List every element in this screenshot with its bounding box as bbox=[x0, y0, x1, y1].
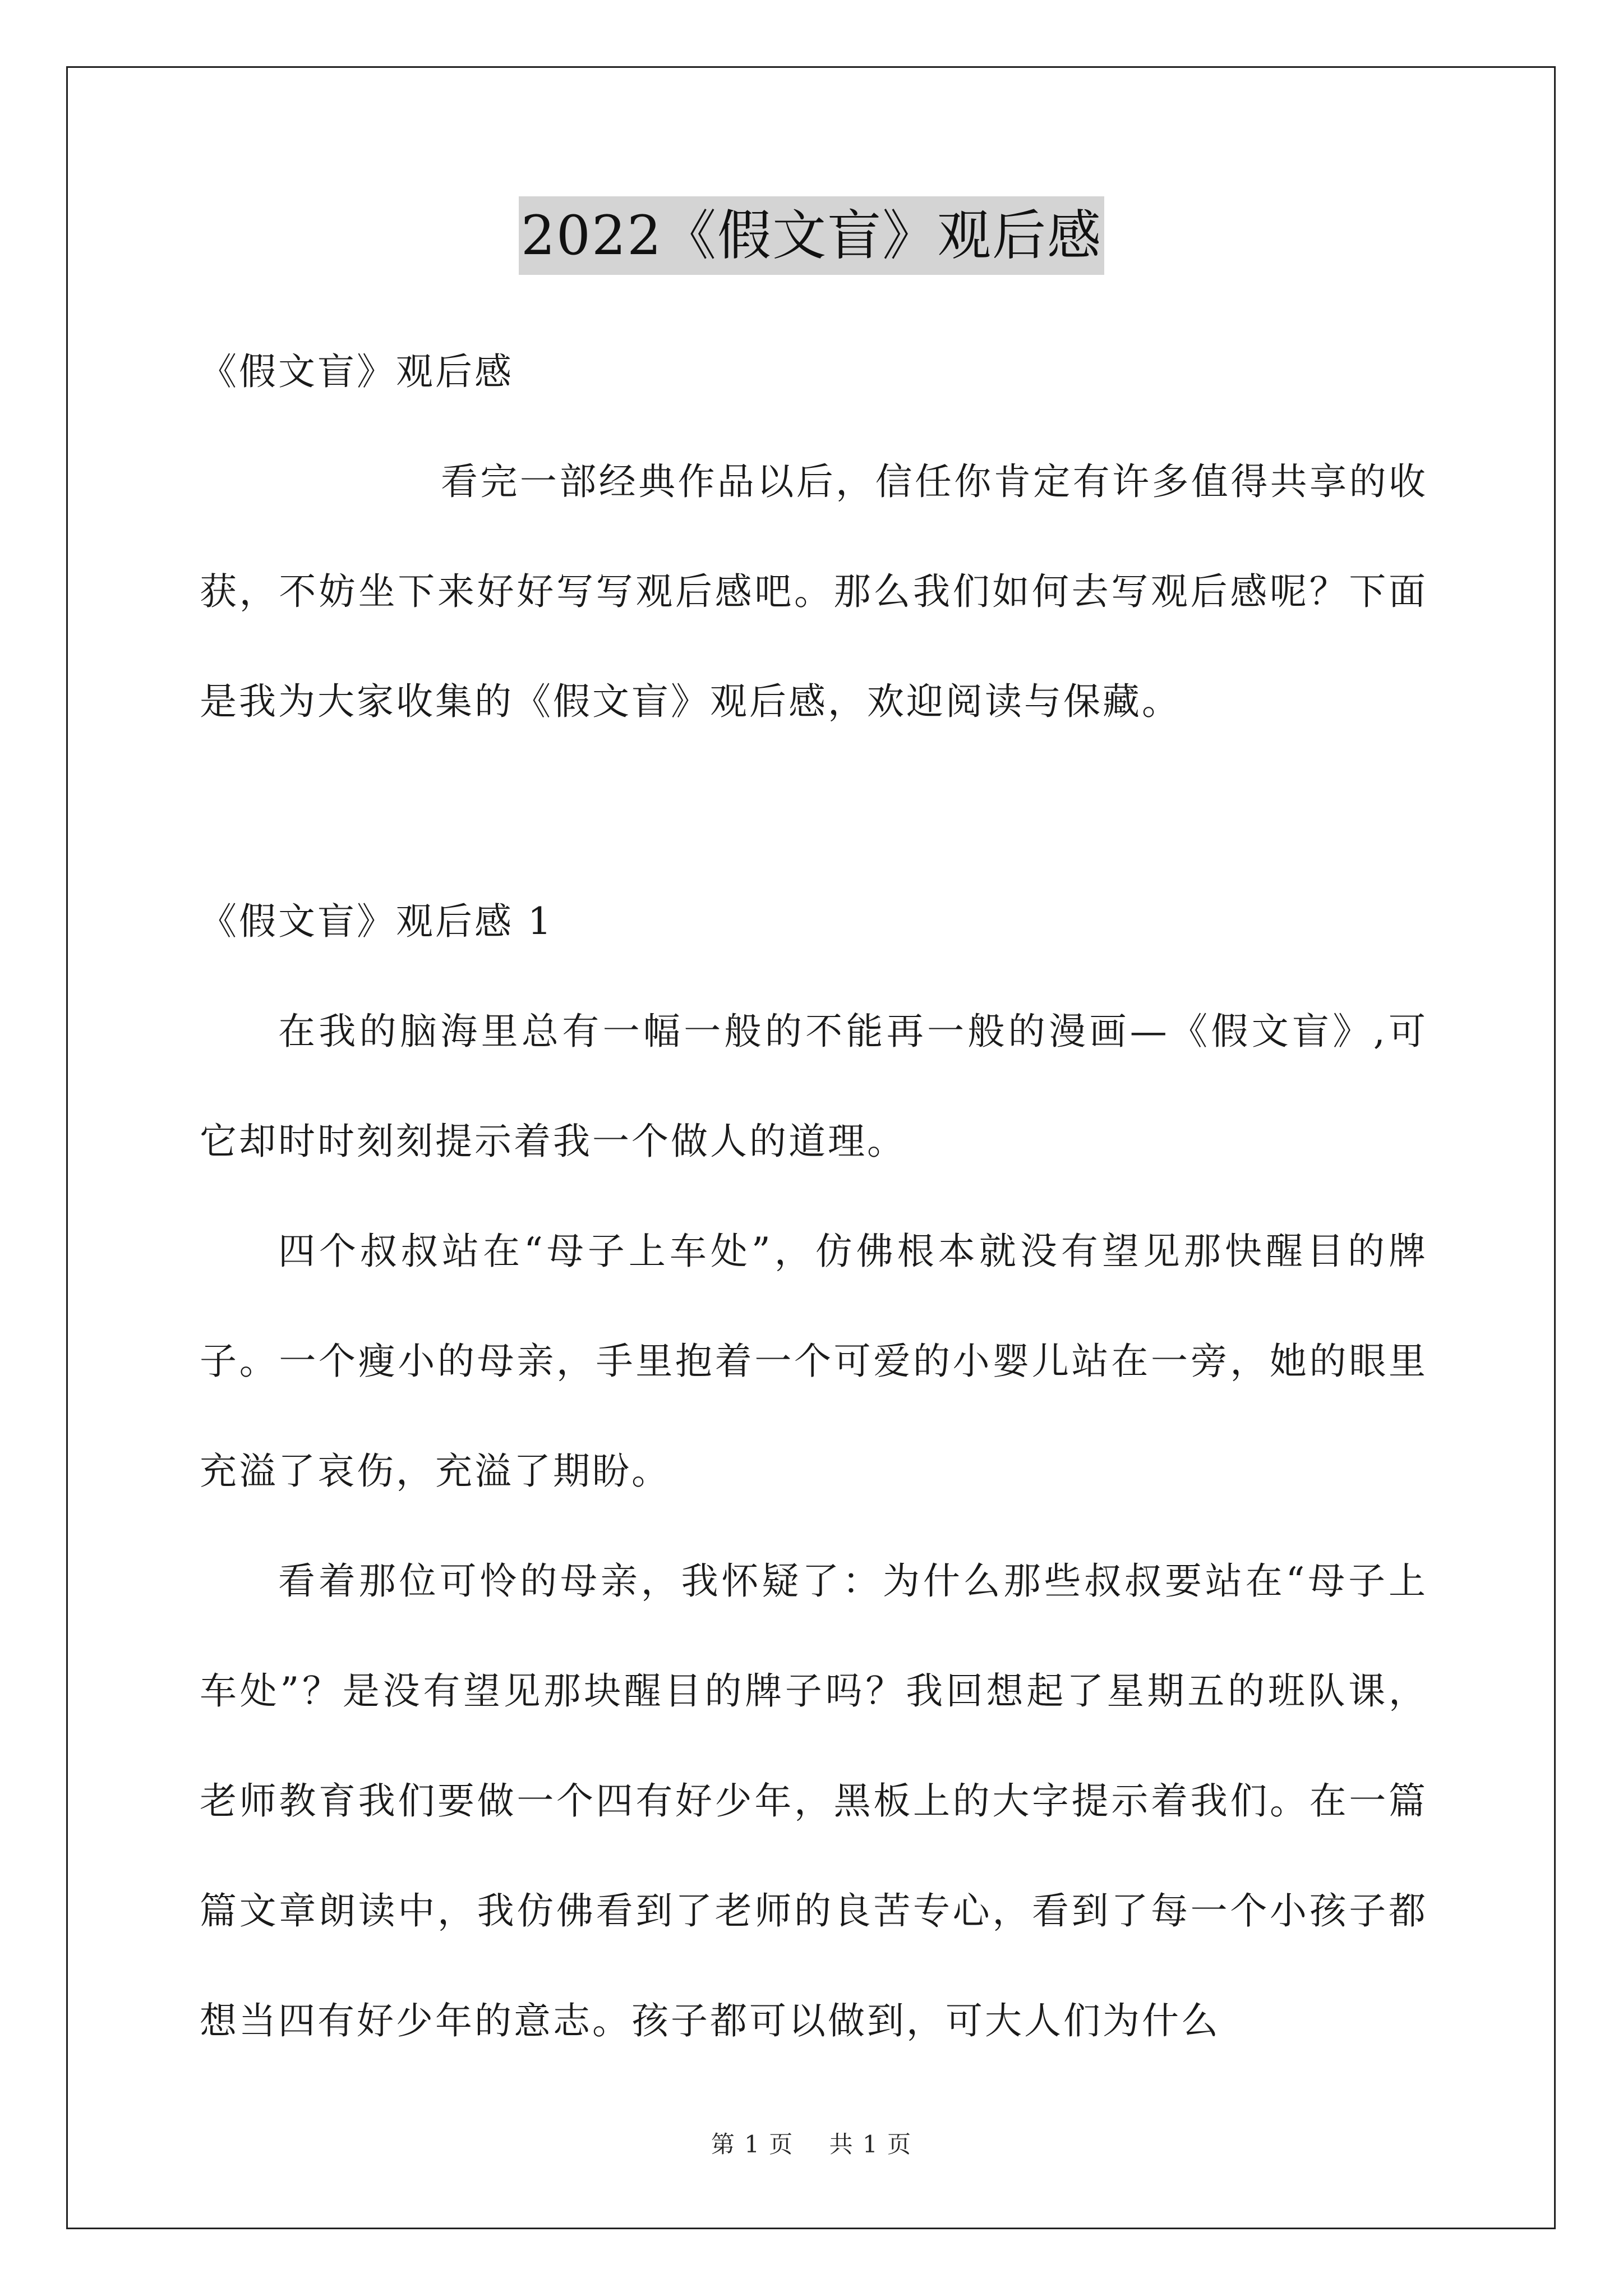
section-heading: 《假文盲》观后感 1 bbox=[200, 900, 554, 943]
intro-paragraph: 看完一部经典作品以后，信任你肯定有许多值得共享的收获，不妨坐下来好好写写观后感吧。那么我们如何去写观后感呢？下面是我为大家收集的《假文盲》观后感，欢迎阅读与保藏。 bbox=[200, 460, 1428, 723]
document-subtitle: 《假文盲》观后感 bbox=[200, 350, 514, 393]
body-paragraph: 四个叔叔站在“母子上车处”，仿佛根本就没有望见那快醒目的牌子。一个瘦小的母亲，手里抱着一个可爱的小婴儿站在一旁，她的眼里充溢了哀伤，充溢了期盼。 bbox=[200, 1230, 1428, 1493]
document-body bbox=[200, 317, 1428, 2076]
title-container bbox=[0, 196, 1623, 275]
spacer bbox=[200, 757, 1428, 867]
page-total: 共 1 页 bbox=[829, 2131, 912, 2158]
page-footer bbox=[0, 2126, 1623, 2160]
document-title: 2022《假文盲》观后感 bbox=[519, 196, 1104, 275]
page-number: 第 1 页 bbox=[711, 2131, 794, 2158]
body-paragraph: 看着那位可怜的母亲，我怀疑了：为什么那些叔叔要站在“母子上车处”？是没有望见那块醒目的牌子吗？我回想起了星期五的班队课，老师教育我们要做一个四有好少年，黑板上的大字提示着我们。在一篇篇文章朗读中，我仿佛看到了老师的良苦专心，看到了每一个小孩子都想当四有好少年的意志。孩子都可以做到，可大人们为什么 bbox=[200, 1559, 1428, 2042]
body-paragraph: 在我的脑海里总有一幅一般的不能再一般的漫画—《假文盲》,可它却时时刻刻提示着我一个做人的道理。 bbox=[200, 1010, 1428, 1163]
